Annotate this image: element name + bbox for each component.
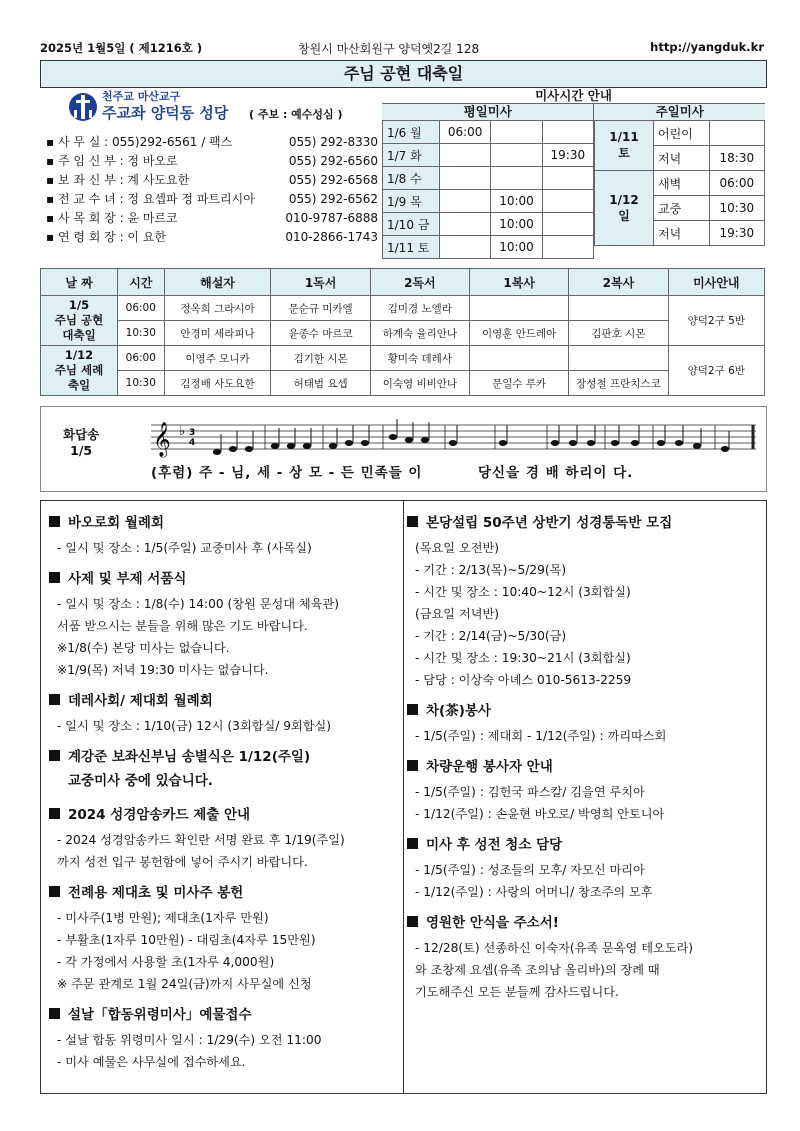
notice-line: ※1/9(목) 저녁 19:30 미사는 없습니다. bbox=[57, 663, 269, 677]
notice-line: - 일시 및 장소 : 1/8(수) 14:00 (창원 문성대 체육관) bbox=[57, 597, 339, 611]
liturgy-row bbox=[41, 346, 765, 371]
notice-title: 전례용 제대초 및 미사주 봉헌 bbox=[49, 883, 399, 903]
responsorial-psalm bbox=[40, 406, 767, 492]
weekday-row: 1/7 화 19:30 bbox=[383, 144, 594, 167]
notice-title-continued: 교중미사 중에 있습니다. bbox=[68, 773, 213, 789]
notice-line: 기도해주신 모든 분들께 감사드립니다. bbox=[415, 985, 619, 999]
sat-date: 1/11 토 bbox=[595, 121, 654, 171]
notice-line: - 시간 및 장소 : 19:30~21시 (3회합실) bbox=[415, 651, 631, 665]
notice-line: - 일시 및 장소 : 1/10(금) 12시 (3회합실/ 9회합실) bbox=[57, 719, 332, 733]
weekday-row: 1/11 토 10:00 bbox=[383, 236, 594, 259]
liturgy-row bbox=[41, 371, 765, 396]
feast-banner: 주님 공현 대축일 bbox=[40, 60, 767, 88]
notice-line: - 1/5(주일) : 김헌국 파스칼/ 김을연 루치아 bbox=[415, 785, 645, 799]
note-head bbox=[421, 437, 429, 443]
liturgy-header: 1독서 bbox=[271, 269, 370, 296]
notice-line: - 담당 : 이상숙 아녜스 010-5613-2259 bbox=[415, 673, 632, 687]
liturgy-row bbox=[41, 296, 765, 321]
notice-line: - 1/12(주일) : 사랑의 어머니/ 창조주의 모후 bbox=[415, 885, 653, 899]
liturgy-cell: 황미숙 데레사 bbox=[370, 346, 469, 371]
info-row: ▪ 주 임 신 부 : 정 바오로 055) 292-6560 bbox=[46, 154, 378, 168]
psalm-label: 화답송 bbox=[63, 427, 100, 442]
svg-text:4: 4 bbox=[189, 438, 196, 448]
bullet-square-icon bbox=[407, 704, 418, 715]
liturgy-cell: 문순규 미카엘 bbox=[271, 296, 370, 321]
liturgy-date: 1/12 주님 세례 축일 bbox=[41, 346, 118, 396]
liturgy-cell bbox=[569, 346, 668, 371]
liturgy-table bbox=[40, 268, 765, 396]
bullet-square-icon bbox=[49, 1008, 60, 1019]
notice-line: - 설날 합동 위령미사 일시 : 1/29(수) 오전 11:00 bbox=[57, 1033, 322, 1047]
notice-title: 설날「합동위령미사」예물접수 bbox=[49, 1005, 399, 1025]
info-row: ▪ 전 교 수 녀 : 정 요셉파 정 파트리시아 055) 292-6562 bbox=[46, 192, 378, 206]
note-head bbox=[213, 449, 221, 455]
svg-text:♭: ♭ bbox=[179, 424, 186, 439]
sunday-table: 1/11 토 어린이 저녁 18:30 1/12 일 새벽 06:00 교중 10:30 저녁 19:30 bbox=[594, 120, 765, 246]
liturgy-header: 날 짜 bbox=[41, 269, 118, 296]
bullet-square-icon bbox=[49, 808, 60, 819]
notice-line: - 1/5(주일) : 제대회 - 1/12(주일) : 까리따스회 bbox=[415, 729, 667, 743]
notice-line: 와 조창제 요셉(유족 조의남 올리바)의 장례 때 bbox=[415, 963, 660, 977]
liturgy-cell: 윤종수 마르코 bbox=[271, 321, 370, 346]
notice-line: - 12/28(토) 선종하신 이숙자(유족 문옥영 테오도라) bbox=[415, 941, 694, 955]
notice-line: 서품 받으시는 분들을 위해 많은 기도 바랍니다. bbox=[57, 619, 308, 633]
diocese-name: 천주교 마산교구 bbox=[102, 90, 181, 103]
weekday-table bbox=[382, 120, 594, 259]
liturgy-row bbox=[41, 321, 765, 346]
note-head bbox=[693, 443, 701, 449]
liturgy-cell: 이숙영 비비안나 bbox=[370, 371, 469, 396]
notice-title: 차(茶)봉사 bbox=[407, 701, 761, 721]
bullet-square-icon bbox=[49, 572, 60, 583]
note-head bbox=[611, 440, 619, 446]
notice-line: (금요일 저녁반) bbox=[415, 607, 500, 621]
sunday-title: 주일미사 bbox=[593, 104, 765, 120]
liturgy-cell: 06:00 bbox=[118, 346, 165, 371]
notice-line: - 1/12(주일) : 손윤현 바오로/ 박영희 안토니아 bbox=[415, 807, 665, 821]
notice-line: - 각 가정에서 사용할 초(1자루 4,000원) bbox=[57, 955, 275, 969]
mass-times-title: 미사시간 안내 bbox=[382, 88, 765, 104]
liturgy-cell: 06:00 bbox=[118, 296, 165, 321]
liturgy-cell: 이영주 모니카 bbox=[164, 346, 271, 371]
sun-date: 1/12 일 bbox=[595, 171, 654, 246]
liturgy-cell bbox=[470, 296, 569, 321]
note-head bbox=[499, 440, 507, 446]
psalm-date: 1/5 bbox=[70, 443, 93, 458]
notice-title: 미사 후 성전 청소 담당 bbox=[407, 835, 761, 855]
liturgy-cell: 김판호 시몬 bbox=[569, 321, 668, 346]
note-head bbox=[551, 440, 559, 446]
liturgy-header: 미사안내 bbox=[668, 269, 764, 296]
notice-line: - 부활초(1자루 10만원) - 대림초(4자루 15만원) bbox=[57, 933, 316, 947]
liturgy-cell: 하계숙 율리안나 bbox=[370, 321, 469, 346]
svg-text:𝄞: 𝄞 bbox=[153, 422, 171, 457]
note-head bbox=[329, 443, 337, 449]
notice-line: 까지 성전 입구 봉헌함에 넣어 주시기 바랍니다. bbox=[57, 855, 308, 869]
liturgy-cell: 정옥희 그라시아 bbox=[164, 296, 271, 321]
note-head bbox=[345, 440, 353, 446]
liturgy-cell: 문일수 루카 bbox=[470, 371, 569, 396]
note-head bbox=[361, 440, 369, 446]
note-head bbox=[229, 446, 237, 452]
liturgy-header: 2독서 bbox=[370, 269, 469, 296]
bullet-square-icon bbox=[407, 838, 418, 849]
note-head bbox=[287, 443, 295, 449]
notice-line: (목요일 오전반) bbox=[415, 541, 500, 555]
parish-patron: ( 주보 : 예수성심 ) bbox=[249, 108, 343, 121]
liturgy-cell bbox=[569, 296, 668, 321]
svg-text:3: 3 bbox=[189, 428, 196, 438]
liturgy-cell: 김기한 시몬 bbox=[271, 346, 370, 371]
notice-line: ※1/8(수) 본당 미사는 없습니다. bbox=[57, 641, 230, 655]
mass-guide: 양덕2구 6반 bbox=[668, 346, 764, 396]
music-score bbox=[141, 411, 761, 467]
liturgy-cell: 허태범 요셉 bbox=[271, 371, 370, 396]
liturgy-cell: 김미경 노엘라 bbox=[370, 296, 469, 321]
notice-board bbox=[40, 500, 767, 1094]
parish-name: 주교좌 양덕동 성당 bbox=[102, 104, 229, 122]
mass-guide: 양덕2구 5반 bbox=[668, 296, 764, 346]
note-head bbox=[271, 443, 279, 449]
parish-address: 창원시 마산회원구 양덕옛2길 128 bbox=[298, 42, 480, 56]
notice-line: - 미사 예물은 사무실에 접수하세요. bbox=[57, 1055, 246, 1069]
notice-title: 2024 성경암송카드 제출 안내 bbox=[49, 805, 399, 825]
note-head bbox=[389, 434, 397, 440]
liturgy-cell: 10:30 bbox=[118, 371, 165, 396]
notice-line: - 시간 및 장소 : 10:40~12시 (3회합실) bbox=[415, 585, 631, 599]
weekday-title: 평일미사 bbox=[382, 104, 593, 120]
notice-line: ※ 주문 관계로 1월 24일(금)까지 사무실에 신청 bbox=[57, 977, 312, 991]
church-logo-icon bbox=[68, 90, 98, 124]
liturgy-cell: 김정배 사도요한 bbox=[164, 371, 271, 396]
weekday-row: 1/8 수 bbox=[383, 167, 594, 190]
bullet-square-icon bbox=[49, 516, 60, 527]
mass-times bbox=[382, 88, 765, 255]
liturgy-header: 1복사 bbox=[470, 269, 569, 296]
notice-title: 바오로회 월례회 bbox=[49, 513, 399, 533]
weekday-row: 1/9 목 10:00 bbox=[383, 190, 594, 213]
liturgy-header: 2복사 bbox=[569, 269, 668, 296]
bullet-square-icon bbox=[49, 886, 60, 897]
notice-title: 영원한 안식을 주소서! bbox=[407, 913, 761, 933]
notice-title: 차량운행 봉사자 안내 bbox=[407, 757, 761, 777]
weekday-row: 1/6 월 06:00 bbox=[383, 121, 594, 144]
notice-column-right bbox=[407, 513, 761, 1013]
note-head bbox=[569, 440, 577, 446]
liturgy-cell: 안경미 세라피나 bbox=[164, 321, 271, 346]
note-head bbox=[405, 437, 413, 443]
psalm-lyrics-a: 주 - 님, 세 - 상 모 - 든 민족들 이 bbox=[199, 465, 423, 481]
notice-title: 데레사회/ 제대회 월례회 bbox=[49, 691, 399, 711]
info-row: ▪ 사 목 회 장 : 윤 마르코 010-9787-6888 bbox=[46, 211, 378, 225]
notice-title: 계강준 보좌신부님 송별식은 1/12(주일) bbox=[49, 747, 399, 767]
notice-line: - 2024 성경암송카드 확인란 서명 완료 후 1/19(주일) bbox=[57, 833, 345, 847]
note-head bbox=[449, 440, 457, 446]
notice-title: 본당설립 50주년 상반기 성경통독반 모집 bbox=[407, 513, 761, 533]
notice-title: 사제 및 부제 서품식 bbox=[49, 569, 399, 589]
note-head bbox=[657, 440, 665, 446]
bullet-square-icon bbox=[49, 694, 60, 705]
liturgy-header: 해설자 bbox=[164, 269, 271, 296]
notice-line: - 기간 : 2/14(금)~5/30(금) bbox=[415, 629, 567, 643]
psalm-refrain: (후렴) bbox=[151, 465, 194, 481]
info-row: ▪ 연 령 회 장 : 이 요한 010-2866-1743 bbox=[46, 230, 378, 244]
liturgy-cell: 10:30 bbox=[118, 321, 165, 346]
bullet-square-icon bbox=[407, 760, 418, 771]
parish-info bbox=[40, 88, 380, 256]
note-head bbox=[245, 446, 253, 452]
info-row: ▪ 사 무 실 : 055)292-6561 / 팩스 055) 292-8330 bbox=[46, 135, 378, 149]
liturgy-date: 1/5 주님 공현 대축일 bbox=[41, 296, 118, 346]
note-head bbox=[303, 443, 311, 449]
bullet-square-icon bbox=[49, 750, 60, 761]
website-link[interactable]: http://yangduk.kr bbox=[650, 40, 764, 54]
weekday-row: 1/10 금 10:00 bbox=[383, 213, 594, 236]
bullet-square-icon bbox=[407, 516, 418, 527]
notice-line: - 1/5(주일) : 성조들의 모후/ 자모신 마리아 bbox=[415, 863, 645, 877]
liturgy-cell: 이영훈 안드레아 bbox=[470, 321, 569, 346]
psalm-lyrics-b: 당신을 경 배 하리이 다. bbox=[478, 465, 634, 481]
note-head bbox=[721, 446, 729, 452]
liturgy-cell: 장성철 프란치스코 bbox=[569, 371, 668, 396]
liturgy-header: 시간 bbox=[118, 269, 165, 296]
note-head bbox=[587, 440, 595, 446]
note-head bbox=[675, 440, 683, 446]
notice-line: - 일시 및 장소 : 1/5(주일) 교중미사 후 (사목실) bbox=[57, 541, 312, 555]
notice-column-left bbox=[49, 513, 399, 1083]
liturgy-cell bbox=[470, 346, 569, 371]
info-row: ▪ 보 좌 신 부 : 계 사도요한 055) 292-6568 bbox=[46, 173, 378, 187]
notice-line: - 미사주(1병 만원); 제대초(1자루 만원) bbox=[57, 911, 269, 925]
notice-line: - 기간 : 2/13(목)~5/29(목) bbox=[415, 563, 567, 577]
bullet-square-icon bbox=[407, 916, 418, 927]
issue-date: 2025년 1월5일 ( 제1216호 ) bbox=[40, 41, 203, 55]
note-head bbox=[631, 440, 639, 446]
